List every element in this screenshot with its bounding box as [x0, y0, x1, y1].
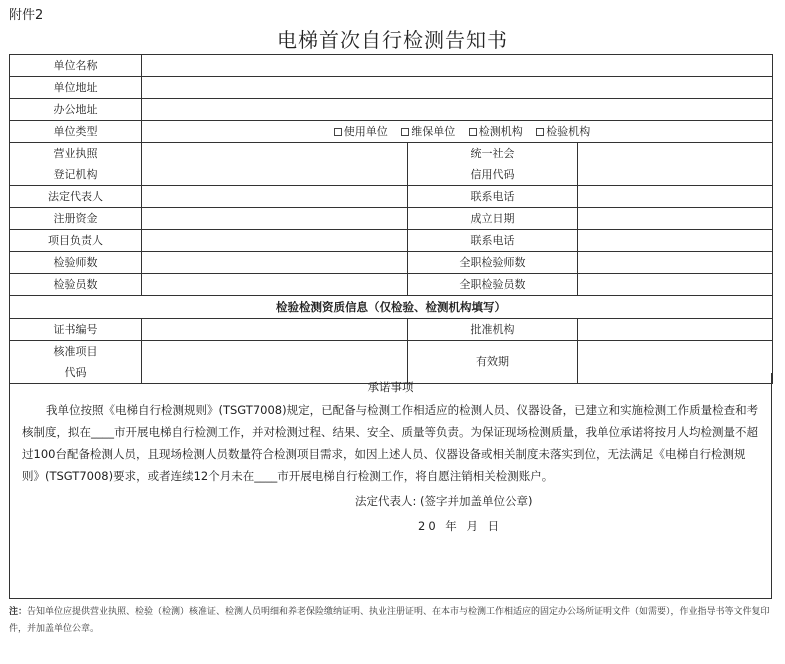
field-business-license[interactable] [142, 143, 408, 186]
label-business-license-line2: 登记机构 [53, 168, 98, 181]
date-line: 20 年 月 日 [418, 519, 503, 533]
field-unit-address[interactable] [142, 77, 773, 99]
field-registered-capital[interactable] [142, 208, 408, 230]
signature-line: 法定代表人: (签字并加盖单位公章) [355, 494, 533, 508]
row-project-lead [10, 230, 773, 252]
label-validity: 有效期 [408, 341, 578, 384]
label-fulltime-inspectors: 全职检验师数 [408, 252, 578, 274]
field-phone-1[interactable] [578, 186, 773, 208]
label-testers: 检验员数 [10, 274, 142, 296]
label-credit-code-line1: 统一社会 [470, 147, 515, 160]
label-credit-code-line2: 信用代码 [470, 168, 515, 181]
page-title: 电梯首次自行检测告知书 [277, 28, 508, 52]
row-qualification-header [10, 296, 773, 319]
field-fulltime-testers[interactable] [578, 274, 773, 296]
field-credit-code[interactable] [578, 143, 773, 186]
label-registered-capital: 注册资金 [10, 208, 142, 230]
field-unit-name[interactable] [142, 55, 773, 77]
row-office-address [10, 99, 773, 121]
label-phone-2: 联系电话 [408, 230, 578, 252]
attachment-label: 附件2 [9, 8, 44, 23]
label-established-date: 成立日期 [408, 208, 578, 230]
label-phone-1: 联系电话 [408, 186, 578, 208]
label-business-license-line1: 营业执照 [53, 147, 98, 160]
field-fulltime-inspectors[interactable] [578, 252, 773, 274]
label-project-lead: 项目负责人 [10, 230, 142, 252]
option-testing-org: 检测机构 [478, 125, 523, 138]
label-legal-rep: 法定代表人 [10, 186, 142, 208]
option-use-unit: 使用单位 [343, 125, 388, 138]
notice-form-table [9, 54, 773, 384]
row-unit-name [10, 55, 773, 77]
label-cert-no: 证书编号 [10, 319, 142, 341]
option-inspection-org: 检验机构 [546, 125, 591, 138]
label-approved-scope-line1: 核准项目 [53, 345, 98, 358]
unit-type-options [142, 121, 773, 143]
commitment-title: 承诺事项 [367, 380, 414, 394]
label-business-license [10, 143, 142, 186]
label-fulltime-testers: 全职检验员数 [408, 274, 578, 296]
checkbox-use-unit[interactable] [334, 128, 342, 136]
footnote-text: 告知单位应提供营业执照、检验（检测）核准证、检测人员明细和养老保险缴纳证明、执业注册证明、在本市与检测工作相适应的固定办公场所证明文件（如需要），作业指导书等文件复印件，并加盖单位公章。 [9, 607, 770, 634]
row-capital [10, 208, 773, 230]
label-inspectors: 检验师数 [10, 252, 142, 274]
label-unit-name: 单位名称 [10, 55, 142, 77]
field-inspectors[interactable] [142, 252, 408, 274]
field-legal-rep[interactable] [142, 186, 408, 208]
field-approval-org[interactable] [578, 319, 773, 341]
footnote [9, 604, 779, 638]
qualification-section-title: 检验检测资质信息（仅检验、检测机构填写） [10, 296, 773, 319]
field-project-lead[interactable] [142, 230, 408, 252]
label-unit-type: 单位类型 [10, 121, 142, 143]
field-cert-no[interactable] [142, 319, 408, 341]
label-unit-address: 单位地址 [10, 77, 142, 99]
field-established-date[interactable] [578, 208, 773, 230]
field-testers[interactable] [142, 274, 408, 296]
field-phone-2[interactable] [578, 230, 773, 252]
row-unit-type [10, 121, 773, 143]
row-inspectors [10, 252, 773, 274]
checkbox-testing-org[interactable] [469, 128, 477, 136]
row-license [10, 143, 773, 186]
footnote-label: 注： [9, 607, 28, 617]
row-cert [10, 319, 773, 341]
label-approval-org: 批准机构 [408, 319, 578, 341]
commitment-box [9, 373, 772, 599]
label-office-address: 办公地址 [10, 99, 142, 121]
field-office-address[interactable] [142, 99, 773, 121]
row-legal-rep [10, 186, 773, 208]
label-approved-scope-line2: 代码 [64, 366, 87, 379]
commitment-body: 我单位按照《电梯自行检测规则》(TSGT7008)规定，已配备与检测工作相适应的检测人员、仪器设备，已建立和实施检测工作质量检查和考核制度，拟在____市开展电梯自行检测工作，并对检测过程、结果、安全、质量等负责。为保证现场检测质量，我单位承诺将按月人均检测量不超过100台配备检测人员，且现场检测人员数量符合检测项目需求，如因上述人员、仪器设备或相关制度未落实到位，无法满足《电梯自行检测规则》(TSGT7008)要求，或者连续12个月未在____市开展电梯自行检测工作，将自愿注销相关检测账户。 [22, 403, 759, 483]
label-credit-code [408, 143, 578, 186]
checkbox-inspection-org[interactable] [536, 128, 544, 136]
row-testers [10, 274, 773, 296]
checkbox-maintenance-unit[interactable] [401, 128, 409, 136]
option-maintenance-unit: 维保单位 [411, 125, 456, 138]
row-unit-address [10, 77, 773, 99]
